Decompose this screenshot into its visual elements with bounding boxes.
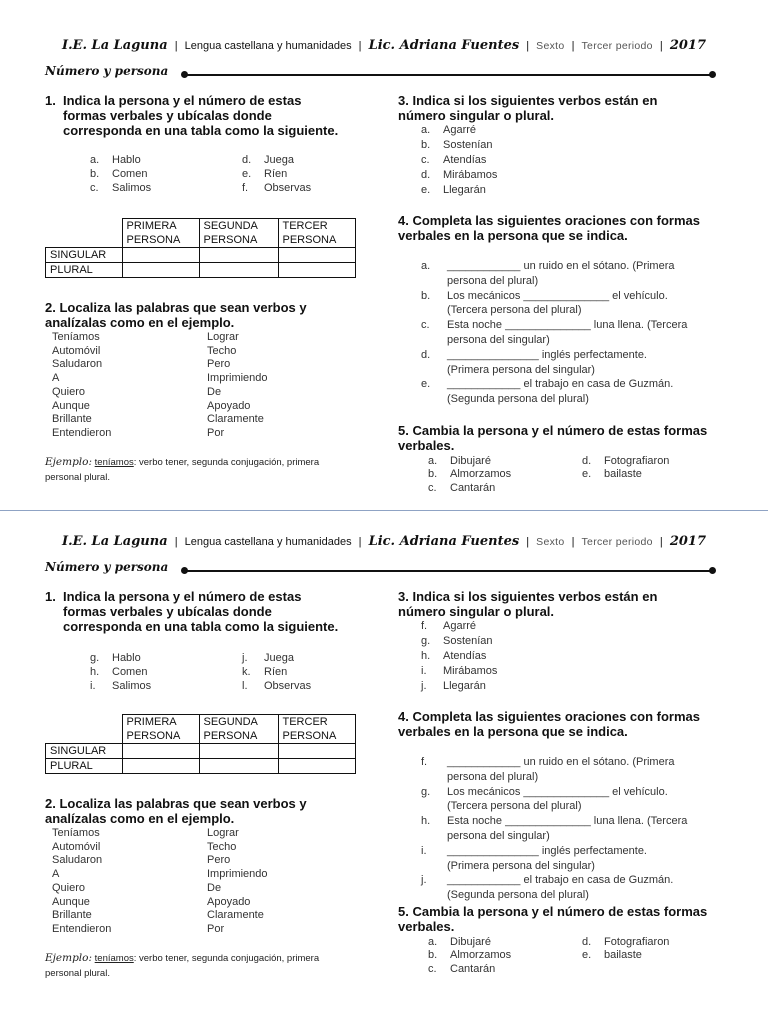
- question-4-text: Completa las siguientes oraciones con formas verbales en la persona que se indica.: [398, 213, 700, 243]
- school-name: I.E. La Laguna: [61, 534, 168, 549]
- teacher: Lic. Adriana Fuentes: [368, 534, 520, 549]
- grade: Sexto: [536, 40, 565, 52]
- q2-col1: Teníamos Automóvil Saludaron A Quiero Aunque Brillante Entendieron: [52, 827, 112, 935]
- worksheet-top: I.E. La Laguna | Lengua castellana y humanidades | Lic. Adriana Fuentes | Sexto | Tercer periodo | 2017 Número y persona 1. Indica la persona y el número de estas formas verbales y ubícalas donde corresponda en una tabla como la siguiente. a. Hablo b. Comen c. Salimos d. Juega e. Ríen f. Observas PRIMERA PERSONA SEGUNDA PERSONA TERCER PERSONA SINGULAR PLURAL 2. Localiza las palabras que sean verbos y analízalas como en el ejemplo. Teníamos Automóvil Saludaron A Quiero Aunque Brillante Entendieron Lograr Techo Pero Imprimiendo De Apoyado Claramente Por Ejemplo: teníamos: verbo tener, segunda conjugación, primera personal plural. 3. Indica si los siguientes verbos están en número singular o plural. a. Agarré b. Sostenían c. Atendías d. Mirábamos e. Llegarán 4. Completa las siguientes oraciones con formas verbales en la persona que se indica. a. ____________ un ruido en el sótano. (Primera persona del plural) b. Los mecánicos ______________ el vehículo. (Tercera persona del plural) c. Esta noche ______________ luna llena. (Tercera persona del singular) d. _______________ inglés perfectamente. (Primera persona del singular) e. ____________ el trabajo en casa de Guzmán. (Segunda persona del plural) 5. Cambia la persona y el número de estas formas verbales. a. Dibujaré b. Almorzamos c. Cantarán d. Fotografiaron e. bailaste: [0, 0, 768, 500]
- list-item: d. Juega: [242, 154, 294, 166]
- question-1: 1. Indica la persona y el número de estas formas verbales y ubícalas donde corresponda en una tabla como la siguiente.: [45, 93, 345, 138]
- question-1-text: Indica la persona y el número de estas formas verbales y ubícalas donde corresponda en una tabla como la siguiente.: [63, 589, 339, 634]
- table-header: SEGUNDA PERSONA: [199, 219, 278, 248]
- list-item: f. Observas: [242, 182, 312, 194]
- period: Tercer periodo: [581, 40, 653, 52]
- table-row-label: SINGULAR: [46, 248, 123, 263]
- grade: Sexto: [536, 536, 565, 548]
- table-row-label: PLURAL: [46, 263, 123, 278]
- year: 2017: [669, 38, 706, 53]
- question-3-text: Indica si los siguientes verbos están en número singular o plural.: [398, 93, 658, 123]
- question-1: 1. Indica la persona y el número de estas formas verbales y ubícalas donde corresponda en una tabla como la siguiente.: [45, 589, 345, 634]
- question-2: 2. Localiza las palabras que sean verbos y analízalas como en el ejemplo.: [45, 300, 307, 330]
- example: Ejemplo: teníamos: verbo tener, segunda conjugación, primera personal plural.: [45, 952, 320, 979]
- list-item: c. Salimos: [90, 182, 152, 194]
- rule-dot-right: [709, 71, 716, 78]
- header: I.E. La Laguna | Lengua castellana y humanidades | Lic. Adriana Fuentes | Sexto | Tercer periodo | 2017: [61, 38, 706, 53]
- q2-col2: Lograr Techo Pero Imprimiendo De Apoyado Claramente Por: [207, 331, 268, 439]
- table-row-label: SINGULAR: [46, 744, 123, 759]
- table-row-label: PLURAL: [46, 759, 123, 774]
- question-5: 5. Cambia la persona y el número de estas formas verbales.: [398, 423, 708, 453]
- question-5-text: Cambia la persona y el número de estas formas verbales.: [398, 423, 708, 453]
- period: Tercer periodo: [581, 536, 653, 548]
- header: I.E. La Laguna | Lengua castellana y humanidades | Lic. Adriana Fuentes | Sexto | Tercer periodo | 2017: [61, 534, 706, 549]
- section-title: Número y persona: [45, 64, 169, 78]
- title-rule: [185, 74, 713, 76]
- q2-col1: Teníamos Automóvil Saludaron A Quiero Aunque Brillante Entendieron: [52, 331, 112, 439]
- person-number-table: [45, 218, 356, 278]
- q3-items: f. Agarré g. Sostenían h. Atendías i. Mirábamos j. Llegarán: [421, 620, 498, 692]
- question-5: 5. Cambia la persona y el número de estas formas verbales.: [398, 904, 708, 934]
- subject: Lengua castellana y humanidades: [184, 536, 352, 548]
- table-header: PRIMERA PERSONA: [122, 219, 199, 248]
- table-header: TERCER PERSONA: [278, 219, 355, 248]
- school-name: I.E. La Laguna: [61, 38, 168, 53]
- question-2: 2. Localiza las palabras que sean verbos y analízalas como en el ejemplo.: [45, 796, 307, 826]
- question-2-text: Localiza las palabras que sean verbos y analízalas como en el ejemplo.: [45, 300, 307, 330]
- person-number-table: PRIMERA PERSONA SEGUNDA PERSONA TERCER PERSONA SINGULAR PLURAL: [45, 714, 356, 774]
- question-1-text: Indica la persona y el número de estas formas verbales y ubícalas donde corresponda en una tabla como la siguiente.: [63, 93, 339, 138]
- q3-items: a. Agarré b. Sostenían c. Atendías d. Mirábamos e. Llegarán: [421, 124, 498, 196]
- question-3: 3. Indica si los siguientes verbos están en número singular o plural.: [398, 93, 658, 123]
- q2-col2: Lograr Techo Pero Imprimiendo De Apoyado Claramente Por: [207, 827, 268, 935]
- question-4: 4. Completa las siguientes oraciones con formas verbales en la persona que se indica.: [398, 709, 700, 739]
- question-5-text: Cambia la persona y el número de estas formas verbales.: [398, 904, 708, 934]
- rule-dot-right: [709, 567, 716, 574]
- question-4-text: Completa las siguientes oraciones con formas verbales en la persona que se indica.: [398, 709, 700, 739]
- title-rule: [185, 570, 713, 572]
- question-2-text: Localiza las palabras que sean verbos y analízalas como en el ejemplo.: [45, 796, 307, 826]
- question-3: 3. Indica si los siguientes verbos están en número singular o plural.: [398, 589, 658, 619]
- question-4: 4. Completa las siguientes oraciones con formas verbales en la persona que se indica.: [398, 213, 700, 243]
- list-item: a. Hablo: [90, 154, 141, 166]
- year: 2017: [669, 534, 706, 549]
- q4-items: f. ____________ un ruido en el sótano. (Primera persona del plural) g. Los mecánicos ______________ el vehículo. (Tercera persona del plural) h. Esta noche ______________ luna llena. (Tercera persona del singular) i. _______________ inglés perfectamente. (Primera persona del singular) j. ____________ el trabajo en casa de Guzmán. (Segunda persona del plural): [421, 756, 688, 902]
- section-title: Número y persona: [45, 560, 169, 574]
- teacher: Lic. Adriana Fuentes: [368, 38, 520, 53]
- worksheet-bottom: I.E. La Laguna | Lengua castellana y humanidades | Lic. Adriana Fuentes | Sexto | Tercer periodo | 2017 Número y persona 1. Indica la persona y el número de estas formas verbales y ubícalas donde corresponda en una tabla como la siguiente. g. Hablo h. Comen i. Salimos j. Juega k. Ríen l. Observas PRIMERA PERSONA SEGUNDA PERSONA TERCER PERSONA SINGULAR PLURAL 2. Localiza las palabras que sean verbos y analízalas como en el ejemplo. Teníamos Automóvil Saludaron A Quiero Aunque Brillante Entendieron Lograr Techo Pero Imprimiendo De Apoyado Claramente Por Ejemplo: teníamos: verbo tener, segunda conjugación, primera personal plural. 3. Indica si los siguientes verbos están en número singular o plural. f. Agarré g. Sostenían h. Atendías i. Mirábamos j. Llegarán 4. Completa las siguientes oraciones con formas verbales en la persona que se indica. f. ____________ un ruido en el sótano. (Primera persona del plural) g. Los mecánicos ______________ el vehículo. (Tercera persona del plural) h. Esta noche ______________ luna llena. (Tercera persona del singular) i. _______________ inglés perfectamente. (Primera persona del singular) j. ____________ el trabajo en casa de Guzmán. (Segunda persona del plural) 5. Cambia la persona y el número de estas formas verbales. a. Dibujaré b. Almorzamos c. Cantarán d. Fotografiaron e. bailaste: [0, 496, 768, 996]
- list-item: b. Comen: [90, 168, 148, 180]
- subject: Lengua castellana y humanidades: [184, 40, 352, 52]
- q4-items: a. ____________ un ruido en el sótano. (Primera persona del plural) b. Los mecánicos ______________ el vehículo. (Tercera persona del plural) c. Esta noche ______________ luna llena. (Tercera persona del singular) d. _______________ inglés perfectamente. (Primera persona del singular) e. ____________ el trabajo en casa de Guzmán. (Segunda persona del plural): [421, 260, 688, 406]
- example: Ejemplo: teníamos: verbo tener, segunda conjugación, primera personal plural.: [45, 456, 320, 483]
- list-item: e. Ríen: [242, 168, 288, 180]
- question-3-text: Indica si los siguientes verbos están en número singular o plural.: [398, 589, 658, 619]
